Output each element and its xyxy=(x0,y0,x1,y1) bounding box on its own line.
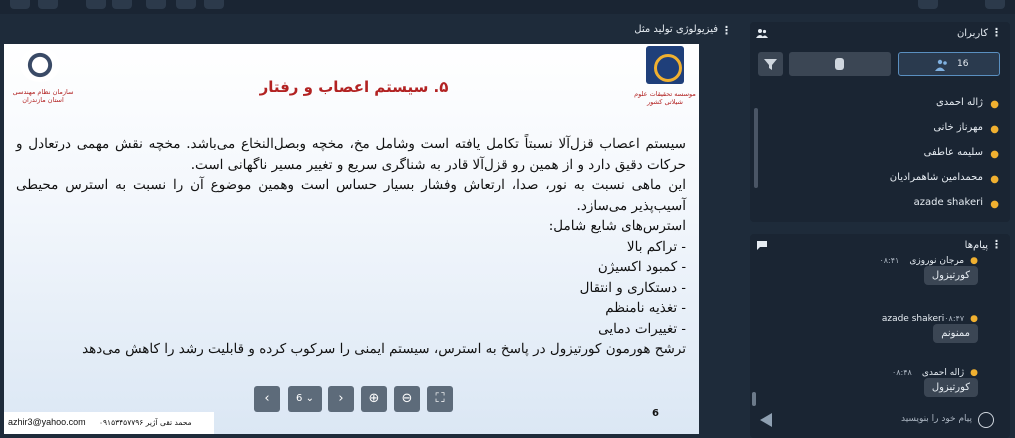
hand-icon xyxy=(789,52,891,76)
message-sender: azade shakeri xyxy=(881,314,945,324)
next-slide-button[interactable]: › xyxy=(328,386,354,412)
toolbar-button[interactable] xyxy=(176,0,196,9)
top-toolbar xyxy=(0,0,1015,14)
user-icon: ● xyxy=(990,174,999,185)
message-header xyxy=(891,360,978,378)
more-options-icon[interactable]: ⋮ xyxy=(991,238,1002,251)
users-count-button[interactable] xyxy=(898,52,1000,76)
logo-left-caption: سازمان نظام مهندسی استان مازندران xyxy=(12,88,74,104)
message xyxy=(879,248,978,285)
message-time: ۰۸:۴۱ xyxy=(879,256,900,265)
message-time: ۰۸:۴۸ xyxy=(891,368,912,377)
message-bubble: کورتیزول xyxy=(924,378,978,397)
page-select[interactable]: 6 ⌄ xyxy=(288,386,322,412)
slide-paragraph: این ماهی نسبت به نور، صدا، ارتعاش وفشار بسیار حساس است وهمین موضوع آن را نسبت به استرس محیطی آسیب‌پذیر می‌سازد. xyxy=(16,177,686,214)
prev-slide-button[interactable]: ‹ xyxy=(254,386,280,412)
list-item[interactable] xyxy=(758,117,1003,142)
toolbar-button[interactable] xyxy=(918,0,938,9)
message xyxy=(892,360,978,397)
toolbar-button[interactable] xyxy=(38,0,58,9)
message-bubble: کورتیزول xyxy=(924,266,978,285)
slide-paragraph: سیستم اعصاب قزل‌آلا نسبتاً تکامل یافته است وشامل مخ، مخچه وبصل‌النخاع می‌باشد. مخچه نقش مهمی درتعادل و حرکات دقیق دارد و از همین رو قزل‌آلا قادر به شناگری سریع و تغییر مسیر ناگهانی است. xyxy=(16,136,686,173)
raise-hand-button[interactable] xyxy=(789,52,891,76)
messages-scrollbar[interactable] xyxy=(752,392,756,406)
user-icon: ● xyxy=(990,149,999,160)
fullscreen-icon[interactable]: ⛶ xyxy=(427,386,453,412)
more-options-icon[interactable]: ⋮ xyxy=(991,26,1002,39)
zoom-out-icon[interactable]: ⊖ xyxy=(394,386,420,412)
send-icon[interactable] xyxy=(760,413,772,427)
list-item[interactable] xyxy=(758,192,1003,217)
toolbar-button[interactable] xyxy=(86,0,106,9)
slide-list-item: - تغذیه نامنظم xyxy=(605,300,686,316)
emoji-icon[interactable] xyxy=(978,412,994,428)
more-options-icon[interactable]: ⋮ xyxy=(721,24,732,37)
slide-list-item: - تراکم بالا xyxy=(626,238,686,255)
user-icon: ● xyxy=(970,368,978,378)
messages-panel xyxy=(750,234,1010,438)
slide-list-item: - کمبود اکسیژن xyxy=(597,259,686,275)
slide-paragraph: ترشح هورمون کورتیزول در پاسخ به استرس، سیستم ایمنی را سرکوب کرده و قابلیت رشد را کاهش می‌دهد xyxy=(82,341,686,357)
list-item[interactable] xyxy=(758,92,1003,117)
slide-list-heading: استرس‌های شایع شامل: xyxy=(548,218,686,234)
message xyxy=(872,306,978,343)
slide-list-item: - تغییرات دمایی xyxy=(598,320,686,337)
user-list xyxy=(758,92,1003,217)
message-bubble: ممنونم xyxy=(933,324,978,343)
org-logo-right xyxy=(646,46,684,84)
slide-number: 6 xyxy=(652,408,659,419)
chat-icon xyxy=(756,240,768,250)
org-logo-left xyxy=(20,48,60,82)
message-sender: مرجان نوروزی xyxy=(909,256,965,266)
user-icon: ● xyxy=(990,199,999,210)
user-name: مهرناز خانی xyxy=(933,122,983,133)
users-icon xyxy=(935,59,949,71)
slide xyxy=(4,44,699,434)
user-name: محمدامین شاهمرادیان xyxy=(889,172,983,183)
presentation-title: فیزیولوژی تولید مثل xyxy=(634,24,718,35)
toolbar-button[interactable] xyxy=(985,0,1005,9)
users-count: 16 xyxy=(957,59,969,69)
user-icon: ● xyxy=(970,314,978,324)
user-icon: ● xyxy=(990,124,999,135)
user-name: ژاله احمدی xyxy=(935,97,983,108)
presentation-header xyxy=(0,20,740,42)
message-input[interactable] xyxy=(758,408,998,432)
toolbar-button[interactable] xyxy=(112,0,132,9)
message-placeholder: پیام خود را بنویسید xyxy=(900,414,972,424)
zoom-in-icon[interactable]: ⊕ xyxy=(361,386,387,412)
slide-footer xyxy=(4,412,214,434)
footer-email: azhir3@yahoo.com xyxy=(8,417,86,427)
slide-body xyxy=(16,134,686,360)
users-panel xyxy=(750,22,1010,222)
toolbar-button[interactable] xyxy=(10,0,30,9)
message-header xyxy=(872,306,978,324)
slide-title: ۵. سیستم اعصاب و رفتار xyxy=(259,78,449,96)
filter-icon xyxy=(758,52,783,76)
footer-info: محمد تقی آژیر ۰۹۱۵۳۴۵۷۷۹۶ xyxy=(99,418,192,427)
slide-list-item: - دستکاری و انتقال xyxy=(579,279,686,296)
toolbar-button[interactable] xyxy=(146,0,166,9)
filter-button[interactable] xyxy=(758,52,783,76)
message-time: ۰۸:۴۷ xyxy=(944,314,965,323)
toolbar-button[interactable] xyxy=(204,0,224,9)
user-icon: ● xyxy=(970,256,978,266)
users-scrollbar[interactable] xyxy=(754,108,758,188)
list-item[interactable] xyxy=(758,142,1003,167)
messages-title: پیام‌ها xyxy=(964,240,988,251)
logo-right-caption: موسسه تحقیقات علوم شیلاتی کشور xyxy=(634,90,696,106)
user-name: azade shakeri xyxy=(913,197,983,208)
message-header xyxy=(879,248,978,266)
users-icon xyxy=(756,28,768,38)
user-icon: ● xyxy=(990,99,999,110)
list-item[interactable] xyxy=(758,167,1003,192)
message-sender: ژاله احمدی xyxy=(921,368,965,378)
user-name: سلیمه عاطفی xyxy=(923,147,983,158)
users-title: کاربران xyxy=(956,28,988,39)
